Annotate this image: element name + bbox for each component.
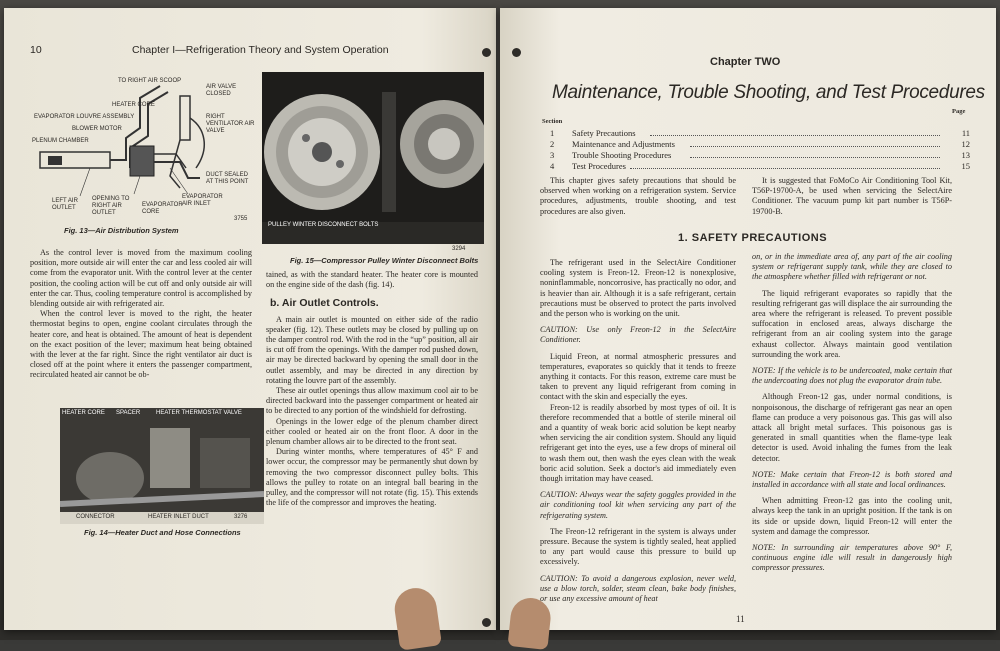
fig13-label: PLENUM CHAMBER [32,138,89,144]
binding-hole [482,48,491,57]
paragraph: The Freon-12 refrigerant in the system is always under pressure. Because the system is tightly sealed, heat applied to any part would cause this pressure to build up excessively. [540,526,736,567]
right-column-1 [540,258,736,604]
fig14-caption: Fig. 14—Heater Duct and Hose Connections [84,528,241,537]
fig13-number: 3755 [234,216,248,222]
fig14-label: HEATER CORE [62,410,105,416]
paragraph: When the control lever is moved to the right, the heater thermostat begins to open, engine coolant circulates through the heater core, and heat is obtained. The amount of heat is dependent on the exact position of the lever; maximum heat being obtained with the lever at the far right. Since the right ventilator air duct is closed off at the point where it enters the passenger compartment, recirculated heated air cannot be ob- [30,309,252,380]
toc-page-header: Page [952,108,966,115]
right-page-number: 11 [736,614,745,624]
caution-note: CAUTION: To avoid a dangerous explosion, never weld, use a blow torch, solder, steam clean, bake body finishes, or use any excessive amount of heat [540,573,736,604]
compressor-pulley-photo [262,72,484,244]
fig13-label: AIR VALVE CLOSED [206,84,237,97]
left-page-number: 10 [30,44,42,56]
fig13-label: EVAPORATOR LOUVRE ASSEMBLY [34,114,135,120]
chapter-label: Chapter TWO [710,56,781,68]
fig13-diagram [30,68,262,228]
fig13-label: HEATER CORE [112,102,155,108]
paragraph: The liquid refrigerant evaporates so rapidly that the resulting refrigerant gas will displace the air surrounding the area where the refrigerant is released. To prevent possible suffocation in enclosed areas, always discharge the refrigerant from an air cooling system into the garage exhaust collector. Always maintain good ventilation surrounding the work area. [752,288,952,359]
paragraph: The refrigerant used in the SelectAire Conditioner cooling system is Freon-12. Freon-12 is nonexplosive, noninflammable, noncorrosive, has practically no odor, and is heavier than air. Although it is a safe refrigerant, certain precautions must be observed to protect the parts involved and the person who is working on the unit. [540,258,736,319]
fig13-label: OPENING TO RIGHT AIR OUTLET [92,196,130,216]
paragraph: A main air outlet is mounted on either side of the radio speaker (fig. 12). These outlets may be closed by pulling up on the damper control rod. With the rod in the “up” position, all air is cut off from the openings. With the damper rod pushed down, air may be directed backward by opening the small door in the outlet assembly, and may be directed in any direction by rotating the louvre part of the assembly. [266,314,478,385]
fig13-label: EVAPORATOR AIR INLET [182,194,223,207]
intro-right: It is suggested that FoMoCo Air Conditioning Tool Kit, T56P-19700-A, be used when servicing the SelectAire Conditioner. The vacuum pump kit part number is T56P-19700-B. [752,176,952,216]
fig13-caption: Fig. 13—Air Distribution System [64,226,179,235]
fig13-label: LEFT AIR OUTLET [52,198,78,211]
toc-section-header: Section [542,118,563,125]
paragraph: Freon-12 is readily absorbed by most types of oil. It is therefore recommended that a bottle of sterile mineral oil and a quantity of weak boric acid solution be kept nearby when servicing the air condition system. Should any liquid refrigerant get into the eyes, use a few drops of mineral oil to wash them out, then wash the eyes clean with the weak boric acid solution. Seek a doctor's aid immediately even though irritation may have ceased. [540,402,736,484]
section-1-title: 1. SAFETY PRECAUTIONS [678,232,828,244]
paragraph: As the control lever is moved from the maximum cooling position, more outside air will enter the car and less cooled air will come from the evaporator unit. With the control lever at the center position, the cooling action will be cut off and only outside air will enter the car. Thus, cooling temperature control is accomplished by blending outside air with refrigerated air. [30,248,252,309]
fig13-label: TO RIGHT AIR SCOOP [118,78,182,84]
paragraph: These air outlet openings thus allow maximum cool air to be directed backward into the passenger compartment or heated air to be directed to any portion of the windshield for defrosting. [266,386,478,416]
fig14-label: HEATER INLET DUCT [148,514,209,520]
note: NOTE: If the vehicle is to be undercoated, make certain that the undercoating does not plug the evaporator drain tube. [752,366,952,386]
paragraph: on, or in the immediate area of, any part of the air cooling system or refrigerant supply tank, while they are closed to the atmosphere whether filled with refrigerant or not. [752,252,952,282]
binding-hole [482,618,491,627]
note: NOTE: In surrounding air temperatures above 90° F, continuous engine idle will result in dangerously high compressor pressures. [752,543,952,573]
left-running-head: Chapter I—Refrigeration Theory and System Operation [132,44,389,56]
paragraph: Openings in the lower edge of the plenum chamber direct either cooled or heated air on the front floor. A door in the plenum chamber allows air to be directed to the front seat. [266,416,478,447]
fig15-label: PULLEY WINTER DISCONNECT BOLTS [268,222,379,228]
fig15-number: 3294 [452,246,466,252]
fig14-label: HEATER THERMOSTAT VALVE [156,410,242,416]
binding-hole [512,48,521,57]
paragraph: Although Freon-12 gas, under normal conditions, is nonpoisonous, the discharge of refrigerant gas near an open flame can produce a very poisonous gas. This gas will also attack all bright metal surfaces. This poisonous gas is generated in small quantities when the flame-type leak detector is used. Avoid inhaling the fumes from the leak detector. [752,392,952,463]
paragraph: Liquid Freon, at normal atmospheric pressures and temperatures, evaporates so quickly that it tends to freeze anything it contacts. For this reason, extreme care must be taken to prevent any liquid refrigerant from coming in contact with the skin and especially the eyes. [540,351,736,402]
paragraph: tained, as with the standard heater. The heater core is mounted on the engine side of the dash (fig. 14). [266,270,478,290]
fig14-photo [60,408,264,524]
finger [507,596,552,650]
left-column-2 [266,270,478,508]
paragraph: During winter months, where temperatures of 45° F and lower occur, the compressor may be permanently shut down by removing the two compressor disconnect pulley bolts. This allows the pulley to rotate on an integral ball bearing in the pulley, and the compressor will not rotate (fig. 15). This extends the life of the compressor and improves the heating. [266,447,478,508]
caution-note: CAUTION: Always wear the safety goggles provided in the air conditioning tool kit when servicing any part of the refrigerating system. [540,490,736,520]
fig14-label: CONNECTOR [76,514,115,520]
fig13-label: BLOWER MOTOR [72,126,122,132]
section-b-title: b. Air Outlet Controls. [270,297,379,310]
fig15-photo [262,72,484,244]
chapter-title: Maintenance, Trouble Shooting, and Test Procedures [552,82,985,103]
intro-left: This chapter gives safety precautions that should be observed when working on a refrigeration system. Service procedures, adjustments, trouble shooting, and test procedures are also given. [540,176,736,216]
fig14-label: SPACER [116,410,141,416]
fig13-label: RIGHT VENTILATOR AIR VALVE [206,114,255,134]
note: NOTE: Make certain that Freon-12 is both stored and installed in accordance with all state and local ordinances. [752,469,952,490]
left-column-1 [30,248,252,381]
fig14-number: 3276 [234,514,248,520]
heater-duct-photo [60,408,264,524]
fig15-caption: Fig. 15—Compressor Pulley Winter Disconnect Bolts [290,256,479,265]
right-column-2 [752,252,952,574]
paragraph: When admitting Freon-12 gas into the cooling unit, always keep the tank in an upright position. If the tank is on its side or upside down, liquid Freon-12 will enter the system and damage the compressor. [752,496,952,536]
caution-note: CAUTION: Use only Freon-12 in the SelectAire Conditioner. [540,325,736,345]
fig13-label: DUCT SEALED AT THIS POINT [206,172,249,185]
right-page: Chapter TWO Maintenance, Trouble Shooting, and Test Procedures Section Page 1 Safety Precautions 11 2 Maintenance and Adjustments 12 3 Trouble Shooting Procedures 13 4 Test Procedures 15 This chapter gives safety precautions that should be observed when working on a refrigeration system. Service procedures, adjustments, trouble shooting, and test procedures are also given. It is suggested that FoMoCo Air Conditioning Tool Kit, T56P-19700-A, be used when servicing the SelectAire Conditioner. The vacuum pump kit part number is T56P-19700-B. 1. SAFETY PRECAUTIONS The refrigerant used in the SelectAire Conditioner cooling system is Freon-12. Freon-12 is nonexplosive, noninflammable, noncorrosive, has practically no odor, and is heavier than air. Although it is a safe refrigerant, certain precautions must be observed to protect the parts involved and the person who is working on the unit. CAUTION: Use only Freon-12 in the SelectAire Conditioner. Liquid Freon, at normal atmospheric pressures and temperatures, evaporates so quickly that it tends to freeze anything it contacts. For this reason, extreme care must be taken to prevent any liquid refrigerant from coming in contact with the skin and especially the eyes. Freon-12 is readily absorbed by most types of oil. It is therefore recommended that a bottle of sterile mineral oil and a quantity of weak boric acid solution be kept nearby when servicing the air condition system. Should any liquid refrigerant get into the eyes, use a few drops of mineral oil to wash them out, then wash the eyes clean with the weak boric acid solution. Seek a doctor's aid immediately even though irritation may have ceased. CAUTION: Always wear the safety goggles provided in the air conditioning tool kit when servicing any part of the refrigerating system. The Freon-12 refrigerant in the system is always under pressure. Because the system is tightly sealed, heat applied to any part would cause this pressure to build up excessively. CAUTION: To avoid a dangerous explosion, never weld, use a blow torch, solder, steam clean, bake body finishes, or use any excessive amount of heat on, or in the immediate area of, any part of the air cooling system or refrigerant supply tank, while they are closed to the atmosphere whether filled with refrigerant or not. The liquid refrigerant evaporates so rapidly that the resulting refrigerant gas will displace the air surrounding the area where the refrigerant is released. To prevent possible suffocation in enclosed areas, always discharge the refrigerant from an air cooling system into the garage exhaust collector. Always maintain good ventilation surrounding the work area. NOTE: If the vehicle is to be undercoated, make certain that the undercoating does not plug the evaporator drain tube. Although Freon-12 gas, under normal conditions, is nonpoisonous, the discharge of refrigerant gas near an open flame can produce a very poisonous gas. This gas will also attack all bright metal surfaces. This poisonous gas is generated in small quantities when the flame-type leak detector is used. Avoid inhaling the fumes from the leak detector. NOTE: Make certain that Freon-12 is both stored and installed in accordance with all state and local ordinances. When admitting Freon-12 gas into the cooling unit, always keep the tank in an upright position. If the tank is on its side or upside down, liquid Freon-12 will enter the system and damage the compressor. NOTE: In surrounding air temperatures above 90° F, continuous engine idle will result in dangerously high compressor pressures. 11 [500,8,996,630]
left-page [4,8,496,630]
fig13-label: EVAPORATOR CORE [142,202,183,215]
